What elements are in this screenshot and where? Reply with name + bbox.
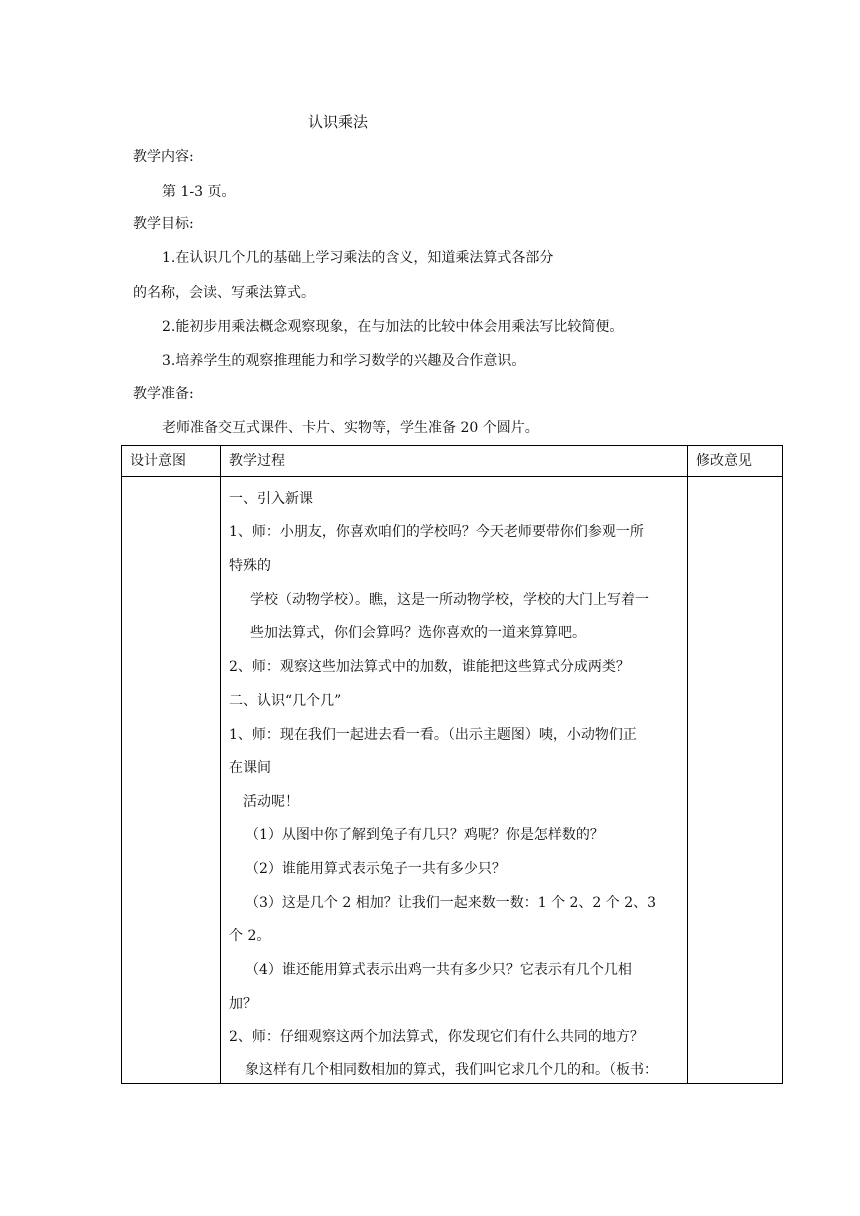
revision-notes-cell xyxy=(688,477,783,1084)
goals-heading: 教学目标: xyxy=(133,216,194,232)
process-line: 象这样有几个相同数相加的算式，我们叫它求几个几的和。（板书： xyxy=(245,1062,658,1078)
process-line: 活动呢！ xyxy=(243,794,299,810)
process-line: （3）这是几个 2 相加？让我们一起来数一数：1 个 2、2 个 2、3 xyxy=(245,895,657,911)
goal-1-line-1: 1.在认识几个几的基础上学习乘法的含义，知道乘法算式各部分 xyxy=(162,250,554,266)
teaching-process-cell xyxy=(221,477,688,1084)
table-header-row xyxy=(122,446,783,477)
goal-1-line-2: 的名称，会读、写乘法算式。 xyxy=(133,285,315,301)
header-revision-notes xyxy=(688,446,783,477)
content-heading: 教学内容: xyxy=(133,149,194,165)
process-line: 个 2。 xyxy=(229,928,271,944)
process-line: （2）谁能用算式表示兔子一共有多少只？ xyxy=(245,861,506,877)
process-line: 加？ xyxy=(229,996,257,1012)
process-line: 1、师：现在我们一起进去看一看。（出示主题图）咦，小动物们正 xyxy=(229,727,637,743)
process-line: 特殊的 xyxy=(229,558,271,574)
prep-heading: 教学准备: xyxy=(133,386,194,402)
goal-2: 2.能初步用乘法概念观察现象，在与加法的比较中体会用乘法写比较简便。 xyxy=(162,319,624,335)
process-line: 2、师：仔细观察这两个加法算式，你发现它们有什么共同的地方？ xyxy=(229,1029,644,1045)
process-line: （4）谁还能用算式表示出鸡一共有多少只？它表示有几个几相 xyxy=(245,962,632,978)
header-design-intent-label: 设计意图 xyxy=(130,453,186,469)
process-line: 学校（动物学校）。瞧，这是一所动物学校，学校的大门上写着一 xyxy=(250,592,649,608)
goal-3: 3.培养学生的观察推理能力和学习数学的兴趣及合作意识。 xyxy=(162,353,526,369)
process-text-block xyxy=(221,477,687,1083)
process-line: 二、认识“几个几” xyxy=(229,693,342,709)
process-line: 些加法算式，你们会算吗？选你喜欢的一道来算算吧。 xyxy=(250,625,586,641)
content-text: 第 1-3 页。 xyxy=(162,184,236,200)
header-teaching-process-label: 教学过程 xyxy=(229,453,285,469)
lesson-plan-table xyxy=(121,445,783,1084)
process-line: 一、引入新课 xyxy=(229,491,313,507)
process-line: 1、师：小朋友，你喜欢咱们的学校吗？今天老师要带你们参观一所 xyxy=(229,524,644,540)
design-intent-cell xyxy=(122,477,221,1084)
prep-text: 老师准备交互式课件、卡片、实物等，学生准备 20 个圆片。 xyxy=(162,420,539,436)
process-line: （1）从图中你了解到兔子有几只？鸡呢？你是怎样数的？ xyxy=(245,827,604,843)
process-line: 2、师：观察这些加法算式中的加数，谁能把这些算式分成两类？ xyxy=(229,659,630,675)
process-line: 在课间 xyxy=(229,760,271,776)
header-design-intent xyxy=(122,446,221,477)
header-revision-notes-label: 修改意见 xyxy=(696,453,752,469)
document-title: 认识乘法 xyxy=(308,113,369,131)
header-teaching-process xyxy=(221,446,688,477)
table-body-row xyxy=(122,477,783,1084)
